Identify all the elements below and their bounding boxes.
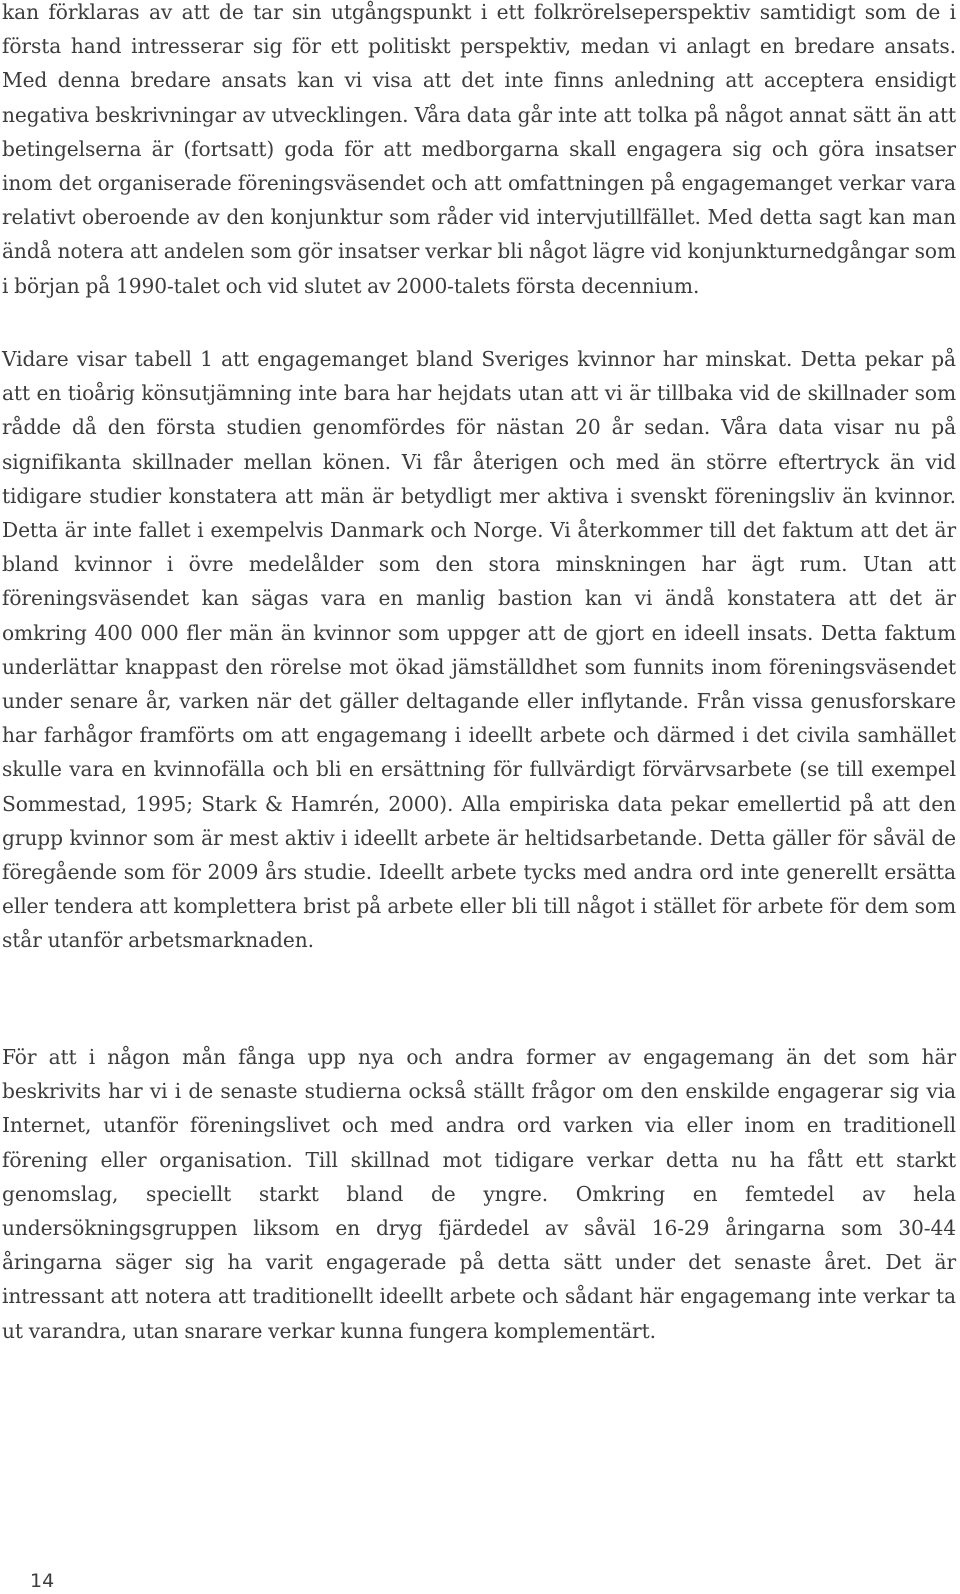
paragraph-2: Vidare visar tabell 1 att engagemanget bland Sveriges kvinnor har minskat. Detta pekar på att en tioårig könsutjämning inte bara har hejdats utan att vi är tillbaka vid de skillnader som rådde då den första studien genomfördes för nästan 20 år sedan. Våra data visar nu på signifikanta skillnader mellan könen. Vi får återigen och med än större eftertryck än vid tidigare studier konstatera att män är betydligt mer aktiva i svenskt föreningsliv än kvinnor. Detta är inte fallet i exempelvis Danmark och Norge. Vi återkommer till det faktum att det är bland kvinnor i övre medelålder som den stora minskningen har ägt rum. Utan att föreningsväsendet kan sägas vara en manlig bastion kan vi ändå konstatera att det är omkring 400 000 fler män än kvinnor som uppger att de gjort en ideell insats. Detta faktum underlättar knappast den rörelse mot ökad jämställdhet som funnits inom föreningsväsendet under senare år, varken när det gäller deltagande eller inflytande. Från vissa genusforskare har farhågor framförts om att engagemang i ideellt arbete och därmed i det civila samhället skulle vara en kvinnofälla och bli en ersättning för fullvärdigt förvärvsarbete (se till exempel Sommestad, 1995; Stark & Hamrén, 2000). Alla empiriska data pekar emellertid på att den grupp kvinnor som är mest aktiv i ideellt arbete är heltidsarbetande. Detta gäller för såväl de föregående som för 2009 års studie. Ideellt arbete tycks med andra ord inte generellt ersätta eller tendera att komplettera brist på arbete eller bli till något i stället för arbete för dem som står utanför arbetsmarknaden. bbox=[2, 347, 956, 953]
paragraph-3: För att i någon mån fånga upp nya och andra former av engagemang än det som här beskrivits har vi i de senaste studierna också ställt frågor om den enskilde engagerar sig via Internet, utanför föreningslivet och med andra ord varken via eller inom en traditionell förening eller organisation. Till skillnad mot tidigare verkar detta nu ha fått ett starkt genomslag, speciellt starkt bland de yngre. Omkring en femtedel av hela undersökningsgruppen liksom en dryg fjärdedel av såväl 16-29 åringarna som 30-44 åringarna säger sig ha varit engagerade på detta sätt under det senaste året. Det är intressant att notera att traditionellt ideellt arbete och sådant här engagemang inte verkar ta ut varandra, utan snarare verkar kunna fungera komplementärt. bbox=[2, 1045, 956, 1343]
paragraph-1: kan förklaras av att de tar sin utgångspunkt i ett folkrörelseperspektiv samtidigt som de i första hand intresserar sig för ett politiskt perspektiv, medan vi anlagt en bredare ansats. Med denna bredare ansats kan vi visa att det inte finns anledning att acceptera ensidigt negativa beskrivningar av utvecklingen. Våra data går inte att tolka på något annat sätt än att betingelserna är (fortsatt) goda för att medborgarna skall engagera sig och göra insatser inom det organiserade föreningsväsendet och att omfattningen på engagemanget verkar vara relativt oberoende av den konjunktur som råder vid intervjutillfället. Med detta sagt kan man ändå notera att andelen som gör insatser verkar bli något lägre vid konjunkturnedgångar som i början på 1990-talet och vid slutet av 2000-talets första decennium. bbox=[2, 0, 956, 298]
page-number: 14 bbox=[30, 1570, 55, 1592]
